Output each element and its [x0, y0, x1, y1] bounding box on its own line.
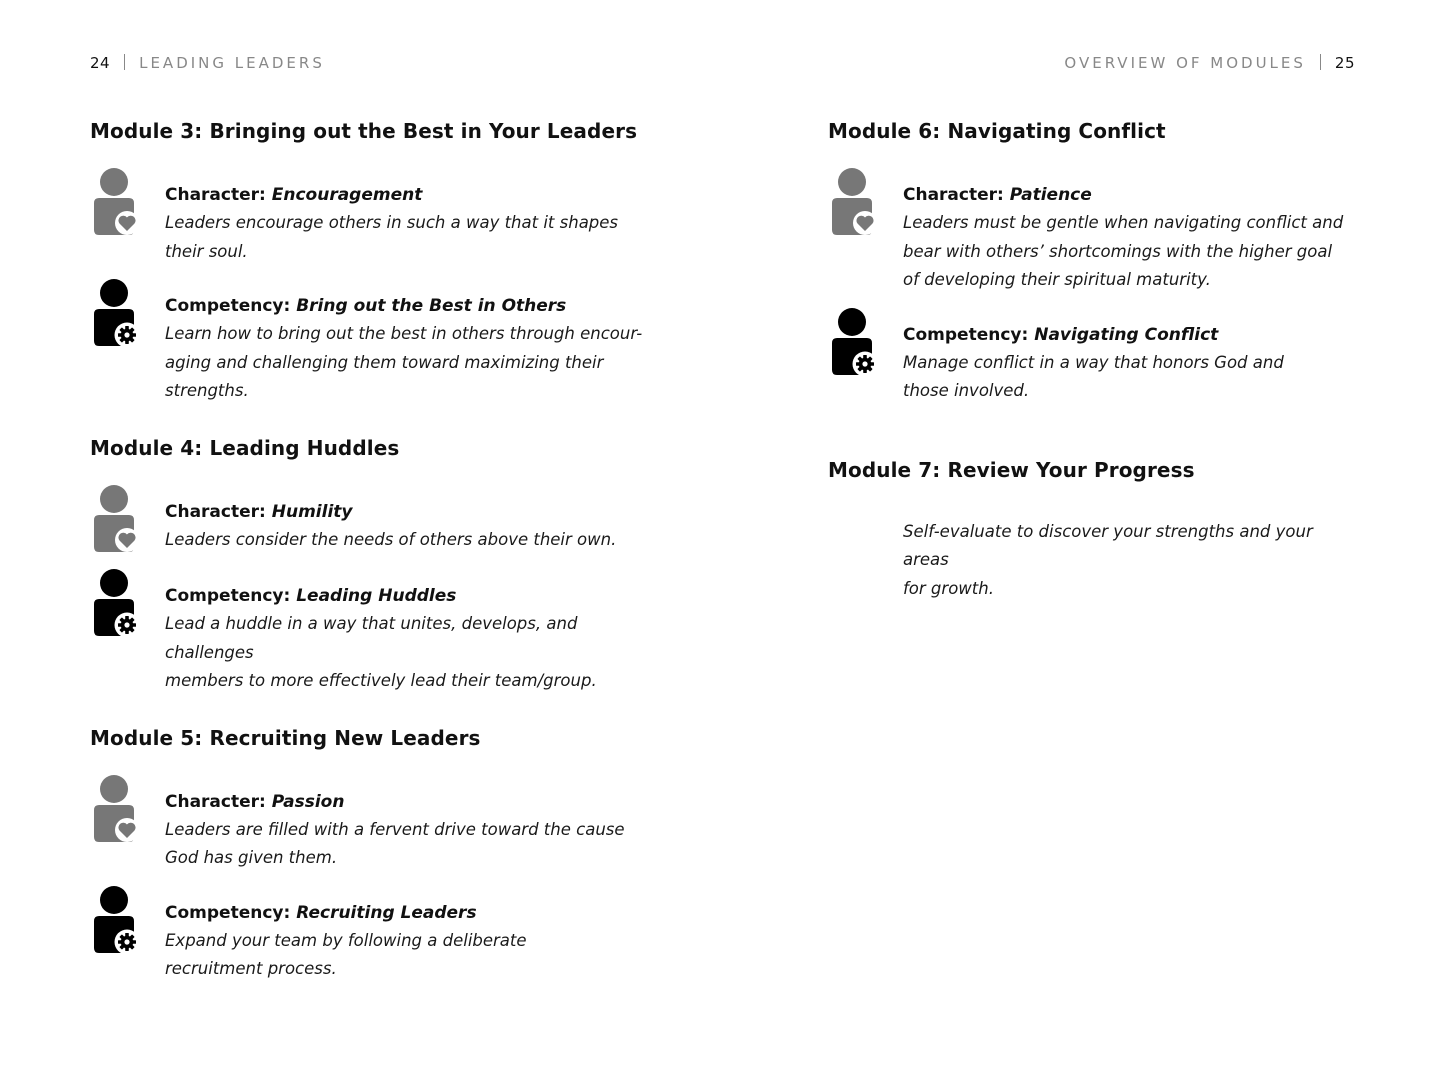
entry-description [165, 526, 650, 555]
page-number-right: 25 [1334, 54, 1355, 72]
desc-line: of developing their spiritual maturity. [903, 270, 1211, 289]
left-column [90, 119, 650, 984]
desc-line: Self-evaluate to discover your strengths and your areas [903, 521, 1313, 569]
person-heart-icon [828, 167, 876, 237]
desc-line: Manage conflict in a way that honors God and [903, 352, 1284, 372]
desc-line: recruitment process. [165, 959, 337, 978]
entry-heading [903, 181, 1348, 209]
module-title: Module 4: Leading Huddles [90, 435, 400, 460]
desc-line: members to more effectively lead their team/group. [165, 671, 597, 690]
entry-value: Navigating Conflict [1034, 324, 1219, 345]
desc-line: Expand your team by following a deliberate [165, 930, 527, 950]
entry-description [165, 320, 650, 406]
running-title-left: LEADING LEADERS [139, 54, 325, 72]
character-entry [90, 181, 650, 266]
right-column [828, 119, 1348, 603]
header-divider [124, 54, 125, 70]
entry-heading [165, 181, 650, 209]
desc-line: those involved. [903, 381, 1030, 400]
entry-label: Character: [165, 791, 266, 812]
module-title: Module 6: Navigating Conflict [828, 119, 1166, 143]
page-number-left: 24 [90, 54, 111, 72]
desc-line: Leaders encourage others in such a way that it shapes [165, 213, 619, 232]
header-divider [1320, 54, 1321, 70]
person-gear-icon [90, 278, 138, 348]
entry-heading [165, 582, 650, 610]
entry-label: Competency: [165, 902, 291, 923]
desc-line: Leaders must be gentle when navigating conflict and [903, 213, 1344, 232]
entry-value: Encouragement [271, 185, 423, 205]
module-title: Module 5: Recruiting New Leaders [90, 725, 481, 750]
desc-line: bear with others’ shortcomings with the higher goal [903, 241, 1333, 261]
entry-description [165, 816, 650, 873]
entry-description [903, 518, 1348, 604]
person-heart-icon [90, 484, 138, 554]
entry-label: Character: [165, 501, 266, 522]
desc-line: Leaders are filled with a fervent drive toward the cause [165, 819, 625, 839]
competency-entry [90, 899, 650, 984]
entry-label: Character: [165, 185, 266, 205]
person-heart-icon [90, 774, 138, 844]
character-entry [90, 788, 650, 873]
competency-entry [828, 321, 1348, 406]
entry-heading [165, 899, 650, 927]
module-title: Module 7: Review Your Progress [828, 457, 1195, 482]
desc-line: Lead a huddle in a way that unites, develops, and challenges [165, 614, 578, 662]
module-description [828, 518, 1348, 604]
person-heart-icon [90, 167, 138, 237]
entry-heading [165, 292, 650, 320]
entry-value: Bring out the Best in Others [296, 296, 567, 316]
entry-heading [165, 498, 650, 526]
header-left [90, 54, 325, 72]
person-gear-icon [828, 307, 876, 377]
entry-value: Humility [271, 501, 353, 522]
entry-value: Passion [271, 791, 345, 812]
desc-line: for growth. [903, 578, 994, 598]
desc-line: God has given them. [165, 848, 338, 867]
person-gear-icon [90, 885, 138, 955]
entry-value: Patience [1009, 185, 1092, 205]
module-title: Module 3: Bringing out the Best in Your Leaders [90, 119, 638, 143]
desc-line: Leaders consider the needs of others above their own. [165, 529, 617, 549]
character-entry [828, 181, 1348, 295]
desc-line: Learn how to bring out the best in others through encour- [165, 324, 643, 343]
entry-heading [165, 788, 650, 816]
entry-value: Leading Huddles [296, 586, 457, 606]
running-title-right: OVERVIEW OF MODULES [1064, 54, 1306, 72]
entry-description [165, 610, 650, 696]
desc-line: their soul. [165, 241, 248, 261]
entry-description [903, 209, 1348, 295]
character-entry [90, 498, 650, 555]
competency-entry [90, 582, 650, 696]
entry-description [165, 209, 650, 266]
entry-heading [903, 321, 1348, 349]
entry-value: Recruiting Leaders [296, 902, 477, 923]
competency-entry [90, 292, 650, 406]
entry-label: Competency: [903, 324, 1029, 345]
header-right [1064, 54, 1355, 72]
entry-description [903, 349, 1348, 406]
entry-description [165, 927, 650, 984]
entry-label: Competency: [165, 586, 291, 606]
entry-label: Character: [903, 185, 1004, 205]
person-gear-icon [90, 568, 138, 638]
desc-line: aging and challenging them toward maximizing their strengths. [165, 352, 604, 400]
entry-label: Competency: [165, 296, 291, 316]
